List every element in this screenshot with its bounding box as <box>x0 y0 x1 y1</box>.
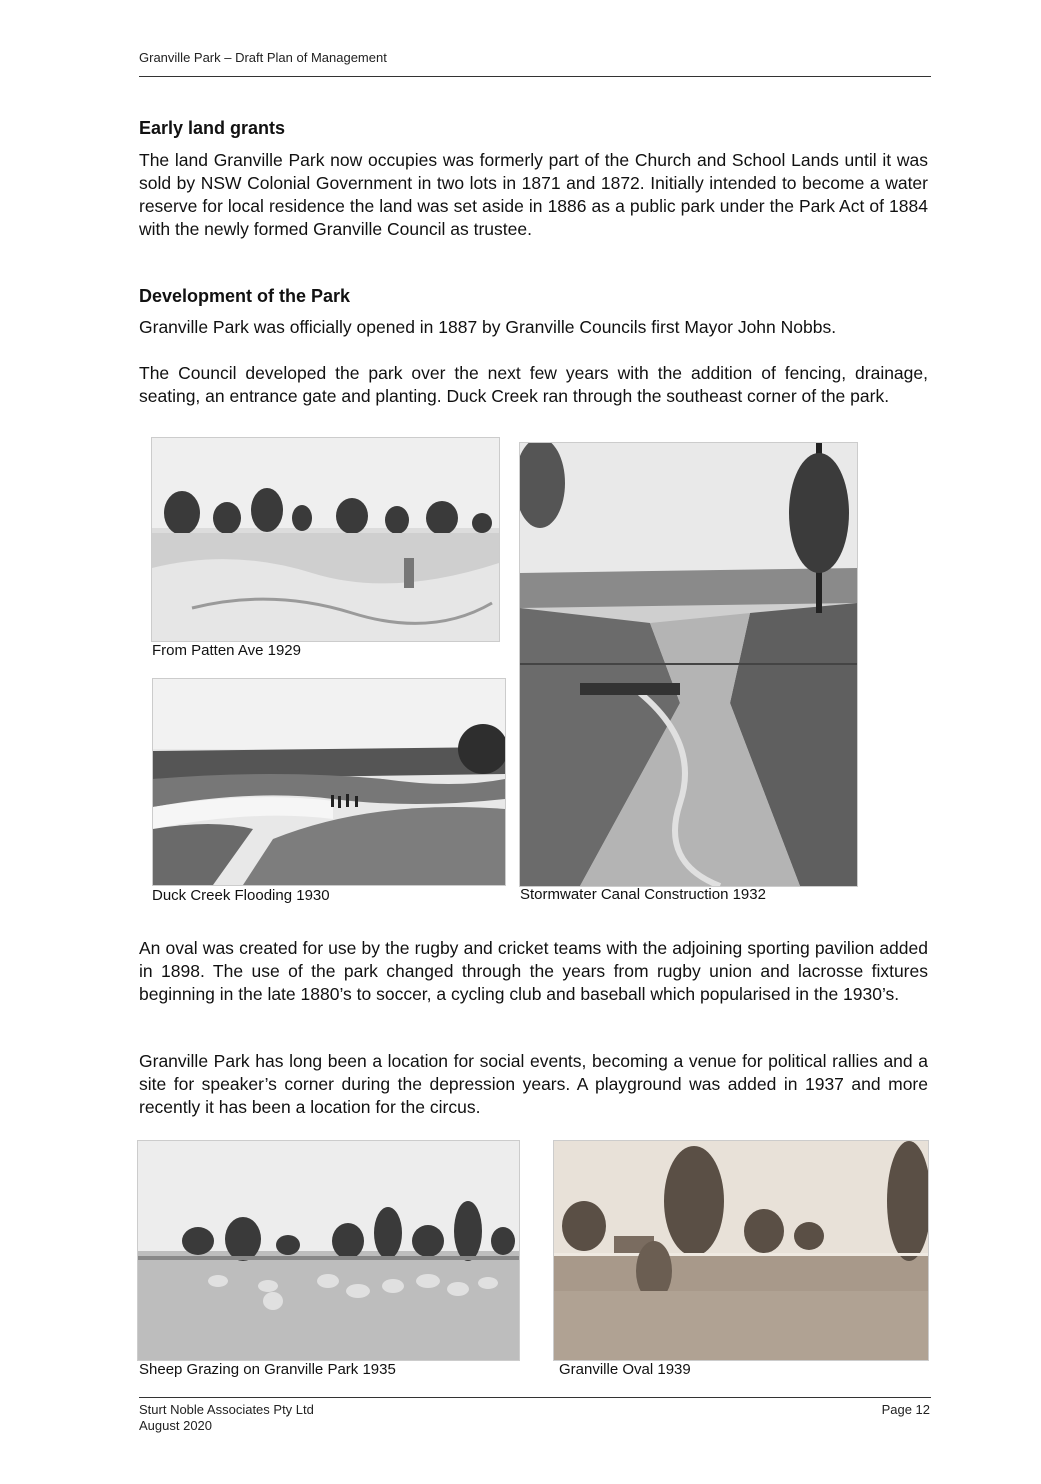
caption-patten-ave: From Patten Ave 1929 <box>152 642 301 659</box>
footer-page-number: Page 12 <box>881 1402 930 1417</box>
section-heading-early-land-grants: Early land grants <box>139 118 286 138</box>
caption-granville-oval: Granville Oval 1939 <box>559 1361 691 1378</box>
photo-patten-ave-1929 <box>151 437 500 642</box>
footer-rule <box>139 1397 931 1398</box>
photo-granville-oval-1939 <box>553 1140 929 1361</box>
caption-stormwater-canal: Stormwater Canal Construction 1932 <box>520 886 766 903</box>
caption-duck-creek: Duck Creek Flooding 1930 <box>152 887 330 904</box>
footer-date: August 2020 <box>139 1418 213 1433</box>
paragraph-park-opened: Granville Park was officially opened in 1887 by Granville Councils first Mayor John Nobbs. <box>139 317 837 337</box>
footer-company: Sturt Noble Associates Pty Ltd <box>139 1402 314 1417</box>
paragraph-council-developed: The Council developed the park over the next few years with the addition of fencing, drainage, seating, an entrance gate and planting. Duck Creek ran through the southeast corner of the park. <box>139 363 928 406</box>
photo-duck-creek-flooding-1930 <box>152 678 506 886</box>
photo-stormwater-canal-1932 <box>519 442 858 887</box>
running-header: Granville Park – Draft Plan of Management <box>139 50 387 65</box>
caption-sheep-grazing: Sheep Grazing on Granville Park 1935 <box>139 1361 396 1378</box>
paragraph-oval-created: An oval was created for use by the rugby and cricket teams with the adjoining sporting pavilion added in 1898. The use of the park changed through the years from rugby union and lacrosse fixtures beginning in the late 1880’s to soccer, a cycling club and baseball which popularised in the 1930’s. <box>139 938 928 1004</box>
paragraph-early-land-grants: The land Granville Park now occupies was formerly part of the Church and School Lands until it was sold by NSW Colonial Government in two lots in 1871 and 1872. Initially intended to become a water reserve for local residence the land was set aside in 1886 as a public park under the Park Act of 1884 with the newly formed Granville Council as trustee. <box>139 150 928 239</box>
section-heading-development: Development of the Park <box>139 286 351 306</box>
paragraph-social-events: Granville Park has long been a location for social events, becoming a venue for political rallies and a site for speaker’s corner during the depression years. A playground was added in 1937 and more recently it has been a location for the circus. <box>139 1051 928 1117</box>
header-rule <box>139 76 931 77</box>
photo-sheep-grazing-1935 <box>137 1140 520 1361</box>
